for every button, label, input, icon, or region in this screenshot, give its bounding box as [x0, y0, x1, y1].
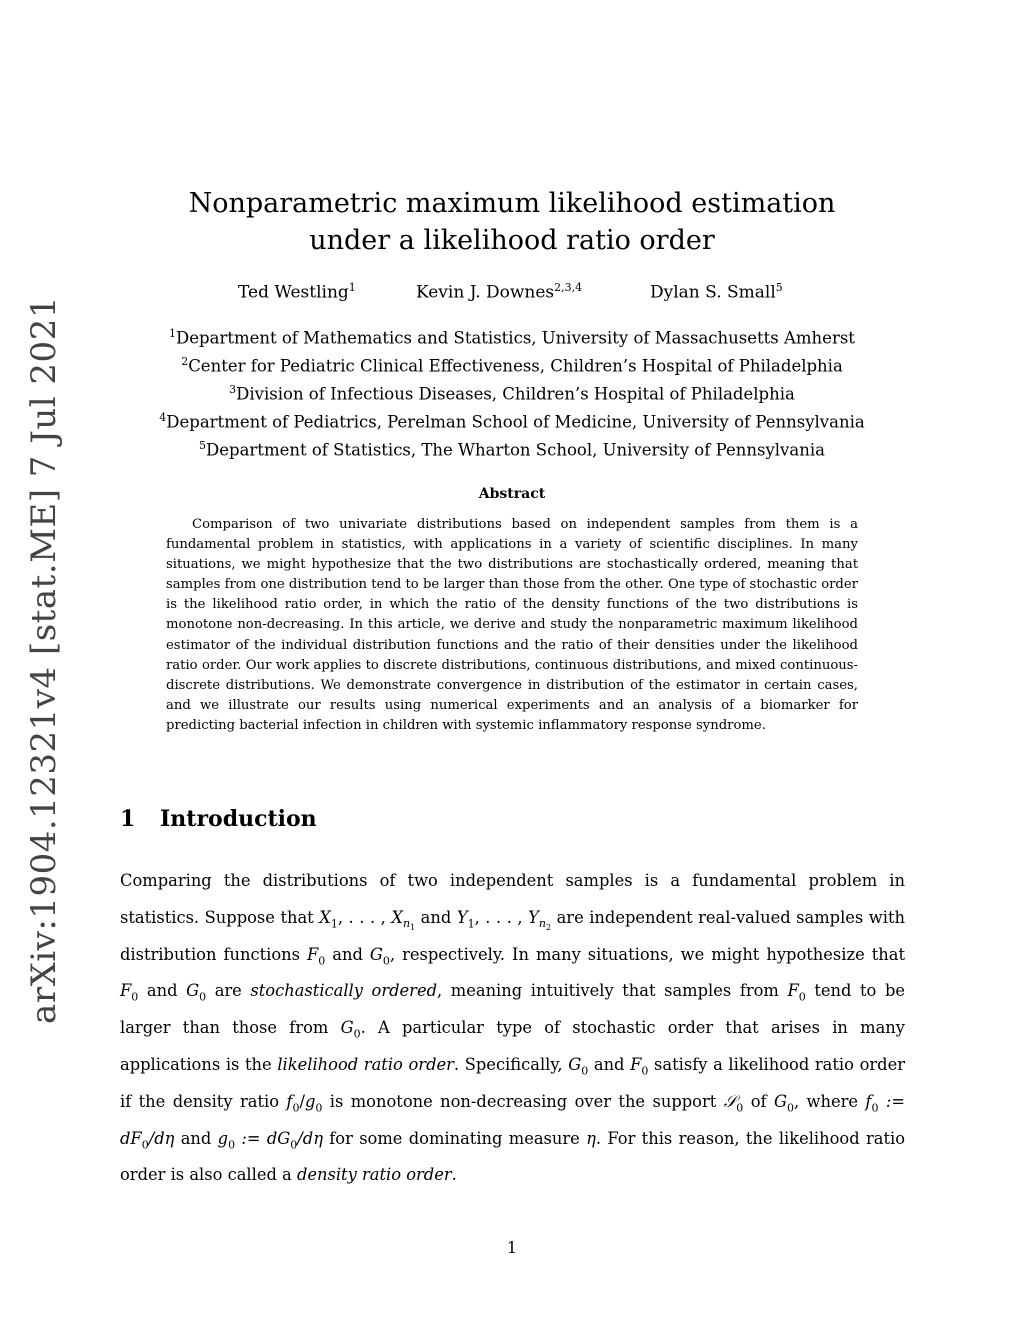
- intro-text: is monotone non-decreasing over the support: [322, 1091, 724, 1111]
- math-sub: 0: [871, 1101, 879, 1115]
- affiliation-sup: 5: [199, 439, 207, 453]
- page-number: 1: [506, 1238, 518, 1257]
- intro-paragraph: [120, 863, 905, 1194]
- math-sub: 0: [131, 990, 139, 1004]
- abstract-heading: Abstract: [478, 486, 546, 502]
- affiliation-text: Department of Mathematics and Statistics, University of Massachusetts Amherst: [176, 328, 855, 348]
- section-title: Introduction: [160, 806, 317, 832]
- intro-text: . Specifically,: [453, 1054, 569, 1074]
- math-G: G: [568, 1054, 582, 1074]
- author-1: [238, 281, 356, 303]
- affiliation-sup: 3: [229, 383, 237, 397]
- intro-text: Comparing the distributions of two independent samples is a fundamental problem in statistics. Suppose that: [120, 871, 905, 927]
- author-2: [416, 281, 582, 303]
- math-sub: 0: [290, 1137, 298, 1151]
- math-F: F: [120, 981, 132, 1001]
- affiliation-sup: 2: [181, 355, 189, 369]
- math-sub: 0: [318, 953, 326, 967]
- intro-text: .: [451, 1165, 457, 1185]
- math-slash: /: [299, 1091, 305, 1111]
- section-number: 1: [120, 806, 136, 832]
- abstract-text: Comparison of two univariate distributions based on independent samples from them is a fundamental problem in statistics, with applications in a variety of scientific disciplines. In many situations, we might hypothesize that the two distributions are stochastically ordered, meaning that samples from one distribution tend to be larger than those from the other. One type of stochastic order is the likelihood ratio order, in which the ratio of the density functions of the two distributions is monotone non-decreasing. In this article, we derive and study the nonparametric maximum likelihood estimator of the individual distribution functions and the ratio of their densities under the likelihood ratio order. Our work applies to discrete distributions, continuous distributions, and mixed continuous-discrete distributions. We demonstrate convergence in distribution of the estimator in certain cases, and we illustrate our results using numerical experiments and an analysis of a biomarker for predicting bacterial infection in children with systemic inflammatory response syndrome.: [166, 517, 858, 733]
- intro-text: are independent real-valued samples with distribution functions: [120, 907, 905, 964]
- math-sub: 0: [736, 1101, 744, 1115]
- intro-text: and: [415, 907, 457, 927]
- paper-title: [0, 185, 1024, 259]
- intro-text: of: [743, 1091, 774, 1111]
- math-sub: 0: [228, 1137, 236, 1151]
- math-G: G: [186, 981, 200, 1001]
- author-list: [0, 281, 1024, 307]
- math-S: 𝒮: [723, 1091, 737, 1111]
- author-name: Dylan S. Small: [650, 282, 776, 303]
- intro-text: , where: [793, 1091, 866, 1111]
- affiliation-text: Center for Pediatric Clinical Effectiveness, Children’s Hospital of Philadelphia: [188, 356, 843, 376]
- emphasis-text: density ratio order: [296, 1165, 452, 1185]
- math-deta: /dη: [148, 1128, 175, 1148]
- math-sub: 0: [141, 1137, 149, 1151]
- affiliations: [0, 322, 1024, 462]
- affiliation-text: Division of Infectious Diseases, Children’s Hospital of Philadelphia: [236, 384, 795, 404]
- math-F: F: [787, 981, 799, 1001]
- intro-text: , meaning intuitively that samples from: [437, 981, 788, 1001]
- math-sub: 0: [786, 1101, 794, 1115]
- affiliation-sup: 4: [159, 411, 167, 425]
- math-G: G: [340, 1018, 354, 1038]
- intro-text: and: [325, 944, 370, 964]
- intro-text: for some dominating measure: [322, 1128, 587, 1148]
- math-sub: 0: [353, 1027, 361, 1041]
- affiliation-4: [0, 406, 1024, 434]
- math-sub: 0: [581, 1064, 589, 1078]
- math-x-rest: $_1$, . . . , $X_{n_1}$: [330, 907, 416, 933]
- intro-text: and: [138, 981, 187, 1001]
- math-sub: 0: [382, 953, 390, 967]
- intro-text: , respectively. In many situations, we might hypothesize that: [389, 944, 905, 964]
- math-sub: 0: [798, 990, 806, 1004]
- author-name: Ted Westling: [238, 282, 349, 303]
- math-sub: 0: [641, 1064, 649, 1078]
- intro-text: . For this reason, the likelihood ratio order is also called a: [120, 1128, 906, 1185]
- author-sup: 1: [348, 281, 356, 294]
- math-G: G: [773, 1091, 787, 1111]
- math-G: G: [369, 944, 383, 964]
- math-F: F: [306, 944, 319, 964]
- title-line-2: under a likelihood ratio order: [309, 225, 715, 256]
- emphasis-text: stochastically ordered: [250, 981, 438, 1001]
- math-x: X: [319, 907, 331, 927]
- intro-text: tend to be larger than those from: [120, 981, 906, 1038]
- math-sub: 0: [315, 1101, 323, 1115]
- author-3: [650, 281, 783, 303]
- affiliation-5: [0, 434, 1024, 462]
- intro-text: and: [174, 1128, 218, 1148]
- math-g: g: [304, 1091, 316, 1111]
- math-y: Y: [456, 907, 468, 927]
- author-name: Kevin J. Downes: [416, 282, 555, 303]
- math-deta: /dη: [297, 1128, 323, 1148]
- math-g: g: [217, 1128, 229, 1148]
- intro-text: and: [588, 1054, 631, 1074]
- emphasis-text: likelihood ratio order: [277, 1054, 454, 1074]
- math-eta: η: [586, 1128, 596, 1148]
- affiliation-sup: 1: [169, 327, 177, 340]
- intro-text: satisfy a likelihood ratio order if the density ratio: [120, 1054, 906, 1111]
- affiliation-2: [0, 350, 1024, 378]
- math-y-rest: $_1$, . . . , $Y_{n_2}$: [467, 907, 552, 933]
- math-sub: 0: [292, 1101, 300, 1115]
- arxiv-stamp: arXiv:1904.12321v4 [stat.ME] 7 Jul 2021: [24, 296, 64, 1024]
- author-sup: 5: [775, 281, 783, 294]
- author-sup: 2,3,4: [554, 281, 583, 294]
- affiliation-text: Department of Pediatrics, Perelman School of Medicine, University of Pennsylvania: [166, 412, 865, 432]
- title-line-1: Nonparametric maximum likelihood estimation: [188, 188, 836, 219]
- math-def-g: := dG: [235, 1128, 291, 1148]
- math-def-f: := dF: [120, 1091, 905, 1148]
- intro-text: . A particular type of stochastic order that arises in many applications is the: [120, 1018, 905, 1074]
- math-sub: 0: [199, 990, 207, 1004]
- affiliation-text: Department of Statistics, The Wharton School, University of Pennsylvania: [206, 440, 825, 460]
- section-heading: [120, 806, 317, 832]
- affiliation-3: [0, 378, 1024, 406]
- intro-text: are: [206, 981, 251, 1001]
- math-f: f: [865, 1091, 872, 1111]
- affiliation-1: [0, 322, 1024, 350]
- math-f: f: [286, 1091, 293, 1111]
- math-F: F: [630, 1054, 642, 1074]
